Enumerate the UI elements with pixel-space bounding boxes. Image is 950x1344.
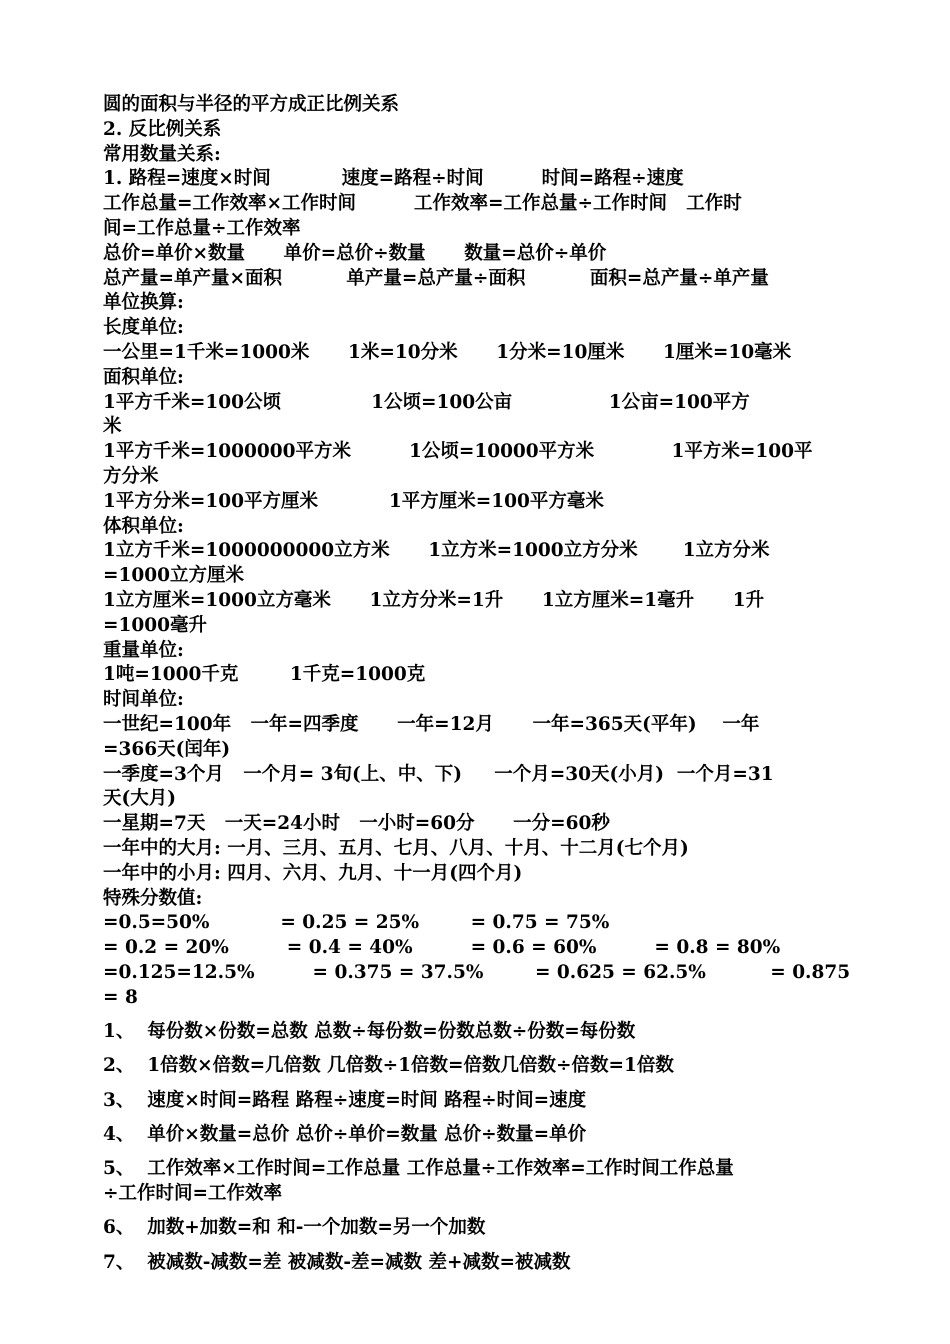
text-line: 工作总量=工作效率×工作时间 工作效率=工作总量÷工作时间 工作时 [103, 193, 742, 215]
section-heading: 体积单位: [103, 515, 184, 537]
text-line: 天(大月) [103, 788, 177, 810]
section-heading: 常用数量关系: [103, 143, 221, 165]
text-line: 1立方厘米=1000立方毫米 1立方分米=1升 1立方厘米=1毫升 1升 [103, 589, 765, 611]
text-line: 总价=单价×数量 单价=总价÷数量 数量=总价÷单价 [103, 242, 607, 264]
text-line: 1吨=1000千克 1千克=1000克 [103, 664, 426, 686]
text-line: 圆的面积与半径的平方成正比例关系 [103, 94, 400, 115]
formula-line: 3、 速度×时间=路程 路程÷速度=时间 路程÷时间=速度 [103, 1089, 587, 1111]
text-line: 一星期=7天 一天=24小时 一小时=60分 一分=60秒 [103, 813, 610, 835]
section-heading: 单位换算: [103, 292, 184, 314]
text-line: =366天(闰年) [103, 738, 231, 760]
section-heading: 重量单位: [103, 639, 184, 661]
text-line: 一公里=1千米=1000米 1米=10分米 1分米=10厘米 1厘米=10毫米 [103, 341, 792, 363]
text-line: 一年中的大月: 一月、三月、五月、七月、八月、十月、十二月(七个月) [103, 837, 689, 859]
section-heading: 面积单位: [103, 366, 184, 388]
section-heading: 时间单位: [103, 689, 184, 711]
text-line: 一年中的小月: 四月、六月、九月、十一月(四个月) [103, 862, 523, 884]
text-line: =0.5=50% = 0.25 = 25% = 0.75 = 75% [103, 912, 610, 934]
section-heading: 特殊分数值: [103, 887, 203, 909]
text-line: 间=工作总量÷工作效率 [103, 217, 301, 239]
text-line: =1000立方厘米 [103, 565, 244, 587]
formula-line: 2、 1倍数×倍数=几倍数 几倍数÷1倍数=倍数几倍数÷倍数=1倍数 [103, 1055, 674, 1077]
formula-line: 6、 加数+加数=和 和-一个加数=另一个加数 [103, 1217, 486, 1239]
text-line: 米 [103, 416, 122, 438]
text-line: 1. 路程=速度×时间 速度=路程÷时间 时间=路程÷速度 [103, 168, 684, 190]
text-line: 方分米 [103, 465, 159, 487]
section-heading: 长度单位: [103, 317, 184, 339]
text-line: 1平方千米=1000000平方米 1公顷=10000平方米 1平方米=100平 [103, 441, 813, 463]
text-line: 一世纪=100年 一年=四季度 一年=12月 一年=365天(平年) 一年 [103, 713, 760, 735]
formula-line: 5、 工作效率×工作时间=工作总量 工作总量÷工作效率=工作时间工作总量 [103, 1158, 734, 1180]
text-line: =0.125=12.5% = 0.375 = 37.5% = 0.625 = 62.5% = 0.875 [103, 961, 851, 983]
text-line: = 8 [103, 986, 138, 1008]
formula-line: 4、 单价×数量=总价 总价÷单价=数量 总价÷数量=单价 [103, 1123, 587, 1145]
text-line: 一季度=3个月 一个月= 3旬(上、中、下) 一个月=30天(小月) 一个月=31 [103, 763, 774, 785]
text-line: =1000毫升 [103, 614, 207, 636]
text-line: = 0.2 = 20% = 0.4 = 40% = 0.6 = 60% = 0.8 = 80% [103, 937, 781, 959]
formula-line: 7、 被减数-减数=差 被减数-差=减数 差+减数=被减数 [103, 1251, 571, 1273]
formula-line: ÷工作时间=工作效率 [103, 1182, 283, 1204]
text-line: 1立方千米=1000000000立方米 1立方米=1000立方分米 1立方分米 [103, 540, 770, 562]
text-line: 1平方分米=100平方厘米 1平方厘米=100平方毫米 [103, 490, 604, 512]
text-line: 总产量=单产量×面积 单产量=总产量÷面积 面积=总产量÷单产量 [103, 267, 769, 289]
document-page [103, 93, 878, 1275]
formula-line: 1、 每份数×份数=总数 总数÷每份数=份数总数÷份数=每份数 [103, 1020, 636, 1042]
text-line: 2. 反比例关系 [103, 118, 222, 140]
text-line: 1平方千米=100公顷 1公顷=100公亩 1公亩=100平方 [103, 391, 750, 413]
